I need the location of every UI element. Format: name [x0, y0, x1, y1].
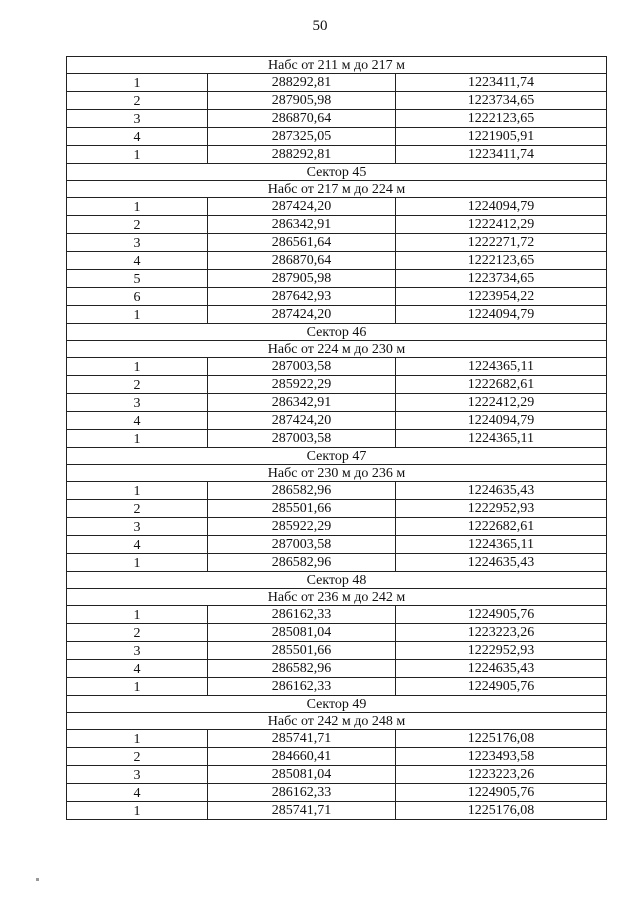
x-coordinate: 285922,29 — [208, 376, 396, 394]
sector-title: Сектор 45 — [67, 164, 607, 181]
y-coordinate: 1225176,08 — [396, 802, 607, 820]
point-number: 4 — [67, 412, 208, 430]
coordinates-table-body — [67, 57, 607, 820]
y-coordinate: 1222952,93 — [396, 642, 607, 660]
point-number: 3 — [67, 110, 208, 128]
y-coordinate: 1224905,76 — [396, 606, 607, 624]
table-row — [67, 128, 607, 146]
point-number: 4 — [67, 128, 208, 146]
table-row — [67, 766, 607, 784]
x-coordinate: 287003,58 — [208, 358, 396, 376]
table-row — [67, 74, 607, 92]
x-coordinate: 288292,81 — [208, 74, 396, 92]
x-coordinate: 288292,81 — [208, 146, 396, 164]
height-range-title: Набс от 242 м до 248 м — [67, 713, 607, 730]
sector-header-row — [67, 164, 607, 181]
table-row — [67, 394, 607, 412]
point-number: 4 — [67, 536, 208, 554]
y-coordinate: 1223411,74 — [396, 74, 607, 92]
sector-header-row — [67, 696, 607, 713]
y-coordinate: 1223734,65 — [396, 270, 607, 288]
point-number: 2 — [67, 624, 208, 642]
x-coordinate: 287424,20 — [208, 306, 396, 324]
x-coordinate: 285922,29 — [208, 518, 396, 536]
table-row — [67, 430, 607, 448]
point-number: 2 — [67, 748, 208, 766]
point-number: 5 — [67, 270, 208, 288]
x-coordinate: 287003,58 — [208, 536, 396, 554]
x-coordinate: 286582,96 — [208, 554, 396, 572]
height-range-title: Набс от 236 м до 242 м — [67, 589, 607, 606]
table-row — [67, 412, 607, 430]
y-coordinate: 1222412,29 — [396, 216, 607, 234]
y-coordinate: 1223411,74 — [396, 146, 607, 164]
point-number: 1 — [67, 802, 208, 820]
table-row — [67, 482, 607, 500]
y-coordinate: 1223223,26 — [396, 624, 607, 642]
point-number: 1 — [67, 198, 208, 216]
point-number: 1 — [67, 430, 208, 448]
sector-title: Сектор 48 — [67, 572, 607, 589]
page-number: 50 — [312, 18, 328, 34]
y-coordinate: 1222682,61 — [396, 518, 607, 536]
x-coordinate: 286162,33 — [208, 606, 396, 624]
point-number: 1 — [67, 554, 208, 572]
point-number: 2 — [67, 92, 208, 110]
table-row — [67, 536, 607, 554]
point-number: 1 — [67, 306, 208, 324]
y-coordinate: 1224365,11 — [396, 358, 607, 376]
table-row — [67, 678, 607, 696]
table-row — [67, 358, 607, 376]
x-coordinate: 287325,05 — [208, 128, 396, 146]
height-range-row — [67, 181, 607, 198]
x-coordinate: 286582,96 — [208, 660, 396, 678]
point-number: 3 — [67, 518, 208, 536]
y-coordinate: 1224094,79 — [396, 306, 607, 324]
y-coordinate: 1223493,58 — [396, 748, 607, 766]
y-coordinate: 1224905,76 — [396, 678, 607, 696]
y-coordinate: 1224365,11 — [396, 536, 607, 554]
table-row — [67, 252, 607, 270]
table-row — [67, 642, 607, 660]
table-row — [67, 660, 607, 678]
table-row — [67, 110, 607, 128]
sector-title: Сектор 49 — [67, 696, 607, 713]
height-range-title: Набс от 230 м до 236 м — [67, 465, 607, 482]
point-number: 2 — [67, 216, 208, 234]
table-row — [67, 518, 607, 536]
x-coordinate: 287003,58 — [208, 430, 396, 448]
x-coordinate: 285081,04 — [208, 766, 396, 784]
point-number: 1 — [67, 606, 208, 624]
table-row — [67, 730, 607, 748]
point-number: 4 — [67, 252, 208, 270]
point-number: 1 — [67, 482, 208, 500]
y-coordinate: 1224635,43 — [396, 482, 607, 500]
y-coordinate: 1222682,61 — [396, 376, 607, 394]
height-range-row — [67, 465, 607, 482]
x-coordinate: 286342,91 — [208, 216, 396, 234]
sector-header-row — [67, 572, 607, 589]
table-row — [67, 234, 607, 252]
table-row — [67, 306, 607, 324]
table-row — [67, 748, 607, 766]
table-row — [67, 92, 607, 110]
table-row — [67, 606, 607, 624]
point-number: 1 — [67, 358, 208, 376]
y-coordinate: 1223954,22 — [396, 288, 607, 306]
height-range-row — [67, 57, 607, 74]
x-coordinate: 287424,20 — [208, 412, 396, 430]
sector-header-row — [67, 324, 607, 341]
y-coordinate: 1222412,29 — [396, 394, 607, 412]
point-number: 3 — [67, 642, 208, 660]
point-number: 1 — [67, 678, 208, 696]
point-number: 2 — [67, 500, 208, 518]
x-coordinate: 286342,91 — [208, 394, 396, 412]
table-row — [67, 270, 607, 288]
x-coordinate: 287905,98 — [208, 270, 396, 288]
height-range-title: Набс от 211 м до 217 м — [67, 57, 607, 74]
y-coordinate: 1224635,43 — [396, 660, 607, 678]
point-number: 1 — [67, 730, 208, 748]
height-range-row — [67, 341, 607, 358]
y-coordinate: 1223734,65 — [396, 92, 607, 110]
y-coordinate: 1224094,79 — [396, 412, 607, 430]
y-coordinate: 1221905,91 — [396, 128, 607, 146]
point-number: 3 — [67, 234, 208, 252]
point-number: 3 — [67, 394, 208, 412]
x-coordinate: 286162,33 — [208, 678, 396, 696]
height-range-title: Набс от 224 м до 230 м — [67, 341, 607, 358]
y-coordinate: 1223223,26 — [396, 766, 607, 784]
height-range-row — [67, 713, 607, 730]
x-coordinate: 286162,33 — [208, 784, 396, 802]
point-number: 4 — [67, 660, 208, 678]
x-coordinate: 287424,20 — [208, 198, 396, 216]
sector-header-row — [67, 448, 607, 465]
x-coordinate: 284660,41 — [208, 748, 396, 766]
y-coordinate: 1224635,43 — [396, 554, 607, 572]
x-coordinate: 285501,66 — [208, 500, 396, 518]
x-coordinate: 286870,64 — [208, 110, 396, 128]
sector-title: Сектор 47 — [67, 448, 607, 465]
y-coordinate: 1222952,93 — [396, 500, 607, 518]
y-coordinate: 1224094,79 — [396, 198, 607, 216]
y-coordinate: 1225176,08 — [396, 730, 607, 748]
point-number: 1 — [67, 146, 208, 164]
coordinates-table — [66, 56, 607, 820]
table-row — [67, 554, 607, 572]
y-coordinate: 1224905,76 — [396, 784, 607, 802]
x-coordinate: 287905,98 — [208, 92, 396, 110]
table-row — [67, 624, 607, 642]
height-range-row — [67, 589, 607, 606]
x-coordinate: 285501,66 — [208, 642, 396, 660]
table-row — [67, 500, 607, 518]
table-row — [67, 198, 607, 216]
table-row — [67, 376, 607, 394]
table-row — [67, 288, 607, 306]
y-coordinate: 1222123,65 — [396, 252, 607, 270]
point-number: 2 — [67, 376, 208, 394]
table-row — [67, 784, 607, 802]
x-coordinate: 286870,64 — [208, 252, 396, 270]
x-coordinate: 286582,96 — [208, 482, 396, 500]
height-range-title: Набс от 217 м до 224 м — [67, 181, 607, 198]
x-coordinate: 285741,71 — [208, 802, 396, 820]
y-coordinate: 1222123,65 — [396, 110, 607, 128]
x-coordinate: 287642,93 — [208, 288, 396, 306]
table-row — [67, 216, 607, 234]
y-coordinate: 1222271,72 — [396, 234, 607, 252]
scan-speck — [36, 878, 39, 881]
table-row — [67, 802, 607, 820]
y-coordinate: 1224365,11 — [396, 430, 607, 448]
sector-title: Сектор 46 — [67, 324, 607, 341]
point-number: 6 — [67, 288, 208, 306]
coordinates-table-container — [66, 56, 606, 820]
point-number: 1 — [67, 74, 208, 92]
table-row — [67, 146, 607, 164]
point-number: 3 — [67, 766, 208, 784]
x-coordinate: 285741,71 — [208, 730, 396, 748]
x-coordinate: 286561,64 — [208, 234, 396, 252]
x-coordinate: 285081,04 — [208, 624, 396, 642]
point-number: 4 — [67, 784, 208, 802]
